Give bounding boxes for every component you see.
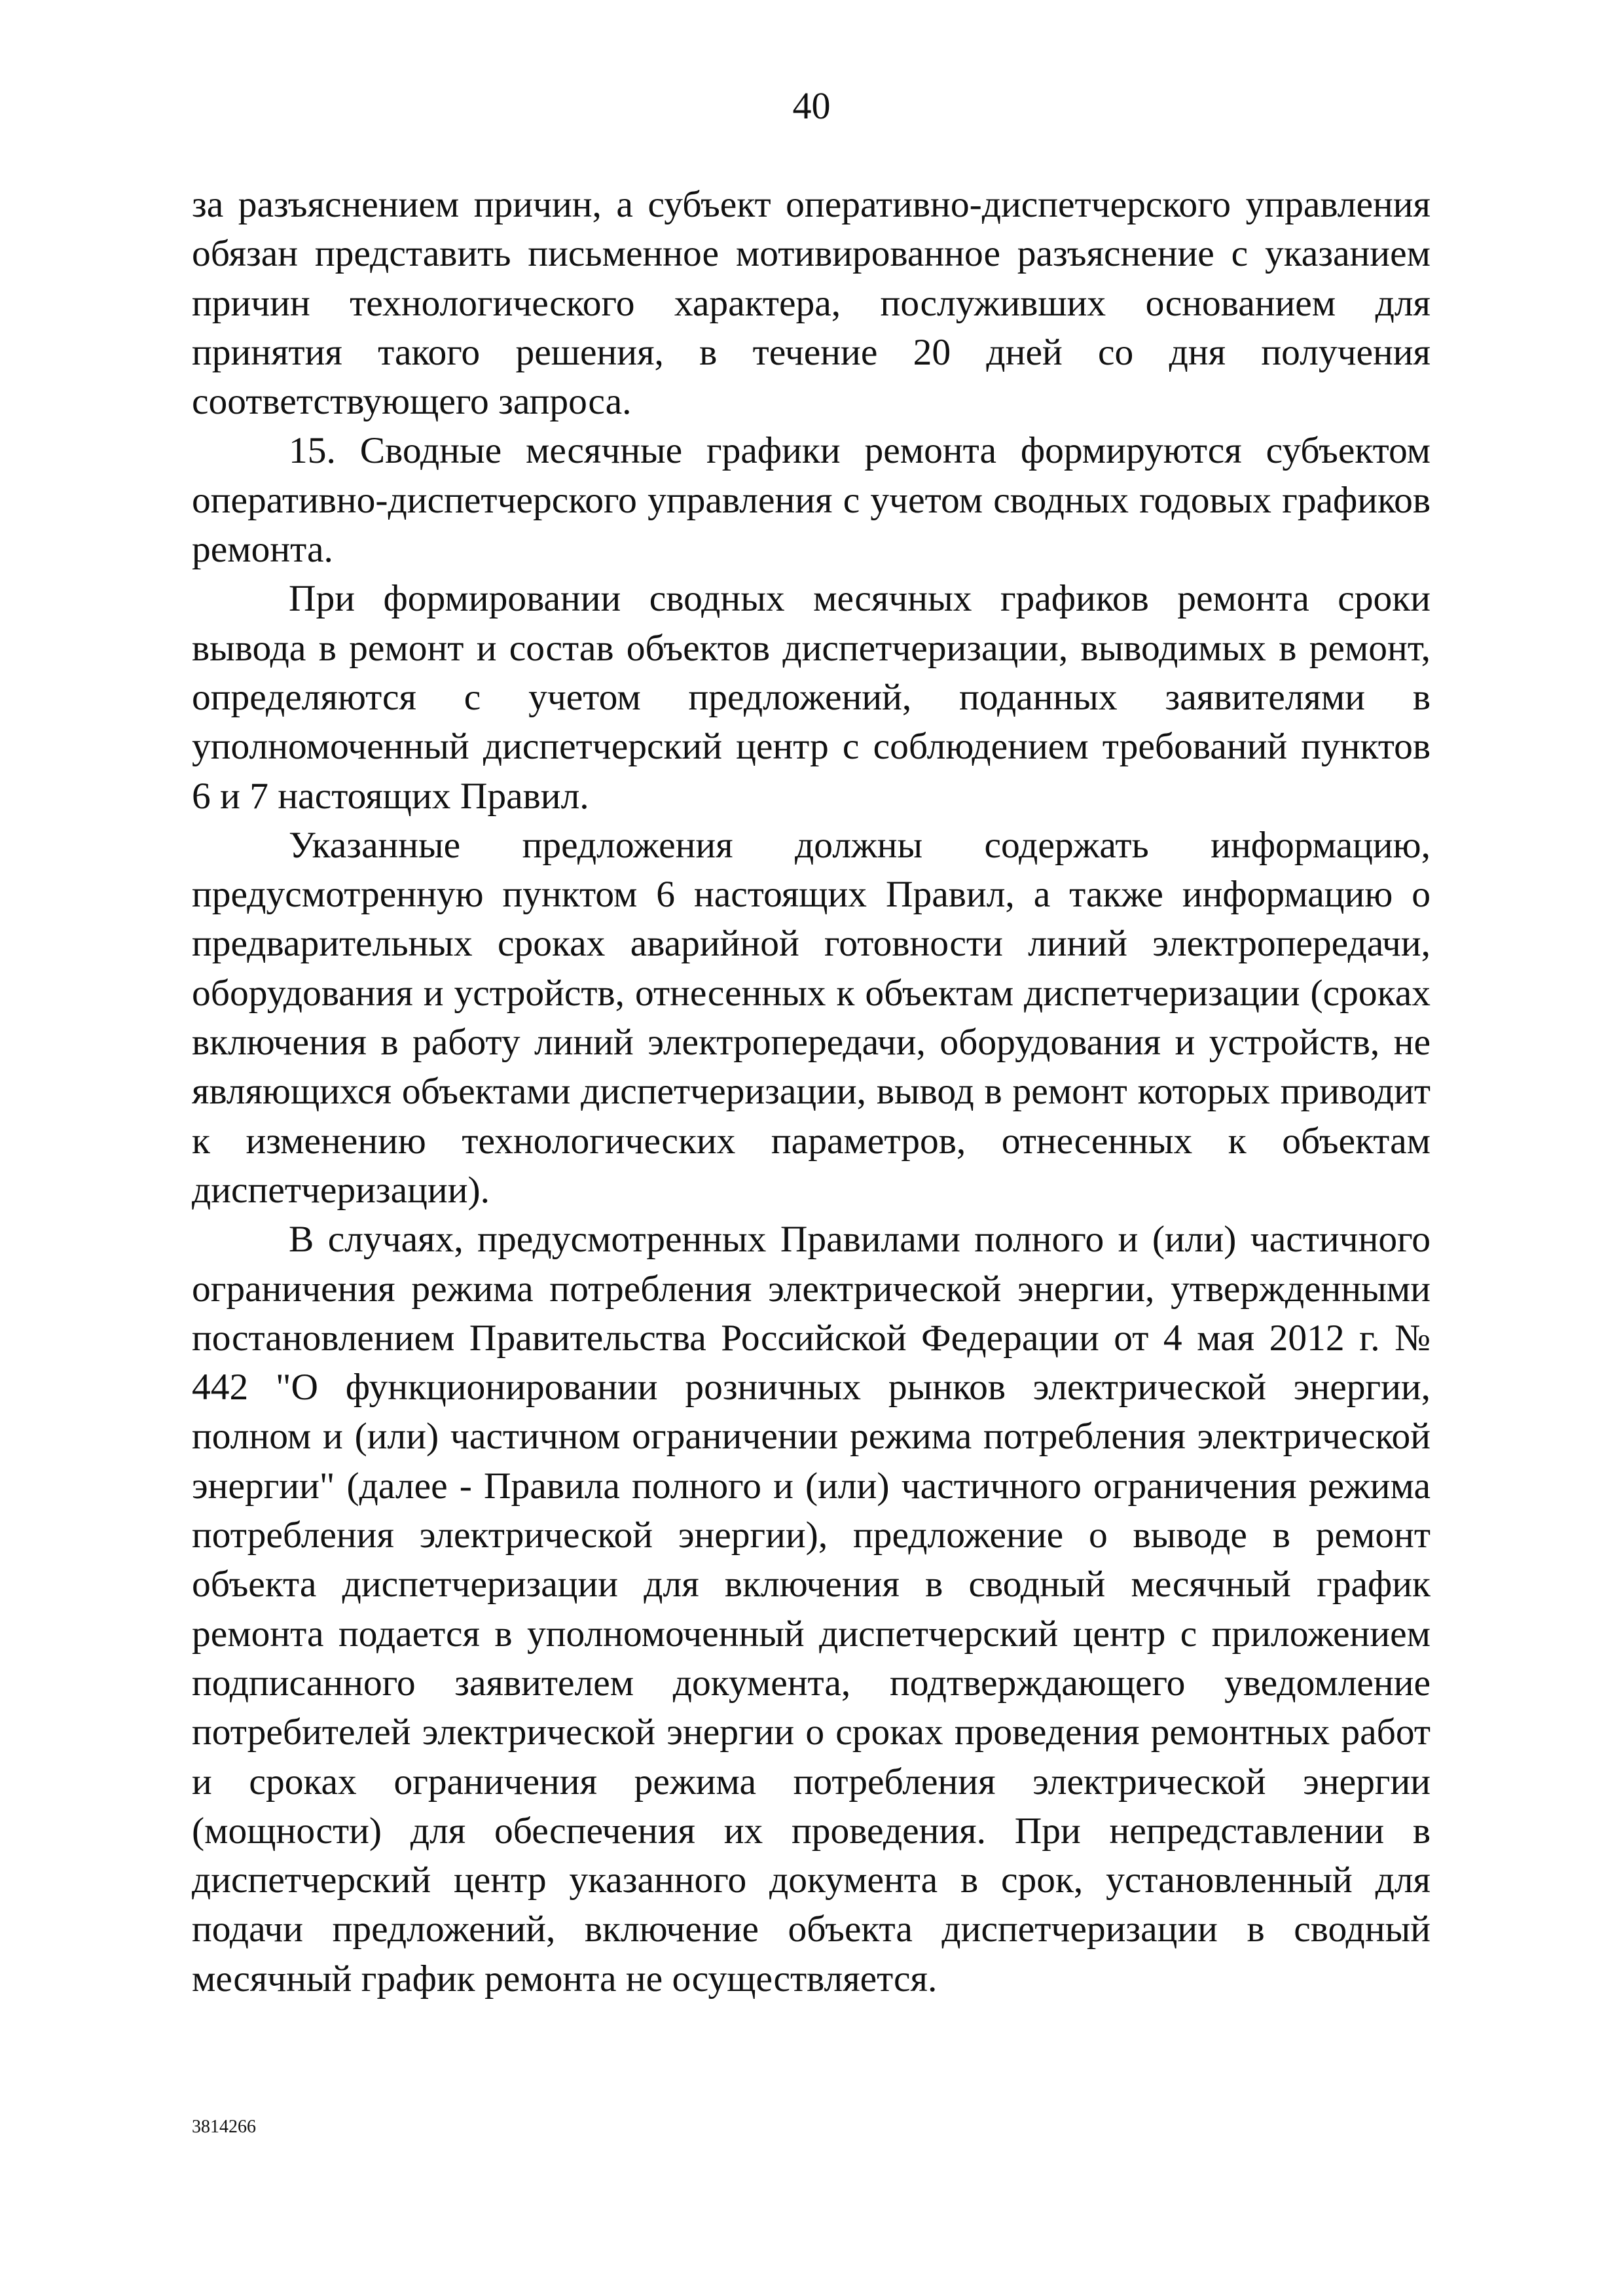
document-code: 3814266 bbox=[192, 2117, 256, 2137]
paragraph-item-15: 15. Сводные месячные графики ремонта формируются субъектом оперативно-диспетчерского управления с учетом сводных годовых графиков ремонта. bbox=[192, 430, 1431, 571]
paragraph-proposal-content: Указанные предложения должны содержать информацию, предусмотренную пунктом 6 настоящих Правил, а также информацию о предварительных сроках аварийной готовности линий электропередачи, оборудования и устройств, отнесенных к объектам диспетчеризации (сроках включения в работу линий электропередачи, оборудования и устройств, не являющихся объектами диспетчеризации, вывод в ремонт которых приводит к изменению технологических параметров, отнесенных к объектам диспетчеризации). bbox=[192, 824, 1431, 1211]
page-number: 40 bbox=[792, 84, 831, 127]
paragraph-continuation: за разъяснением причин, а субъект оперативно-диспетчерского управления обязан представить письменное мотивированное разъяснение с указанием причин технологического характера, послуживших основанием для принятия такого решения, в течение 20 дней со дня получения соответствующего запроса. bbox=[192, 184, 1431, 423]
paragraph-repair-schedule-formation: При формировании сводных месячных графиков ремонта сроки вывода в ремонт и состав объектов диспетчеризации, выводимых в ремонт, определяются с учетом предложений, поданных заявителями в уполномоченный диспетчерский центр с соблюдением требований пунктов 6 и 7 настоящих Правил. bbox=[192, 578, 1431, 817]
paragraph-consumption-limitation: В случаях, предусмотренных Правилами полного и (или) частичного ограничения режима потребления электрической энергии, утвержденными постановлением Правительства Российской Федерации от 4 мая 2012 г. № 442 "О функционировании розничных рынков электрической энергии, полном и (или) частичном ограничении режима потребления электрической энергии" (далее - Правила полного и (или) частичного ограничения режима потребления электрической энергии), предложение о выводе в ремонт объекта диспетчеризации для включения в сводный месячный график ремонта подается в уполномоченный диспетчерский центр с приложением подписанного заявителем документа, подтверждающего уведомление потребителей электрической энергии о сроках проведения ремонтных работ и сроках ограничения режима потребления электрической энергии (мощности) для обеспечения их проведения. При непредставлении в диспетчерский центр указанного документа в срок, установленный для подачи предложений, включение объекта диспетчеризации в сводный месячный график ремонта не осуществляется. bbox=[192, 1219, 1431, 2000]
document-body bbox=[192, 180, 1431, 2003]
